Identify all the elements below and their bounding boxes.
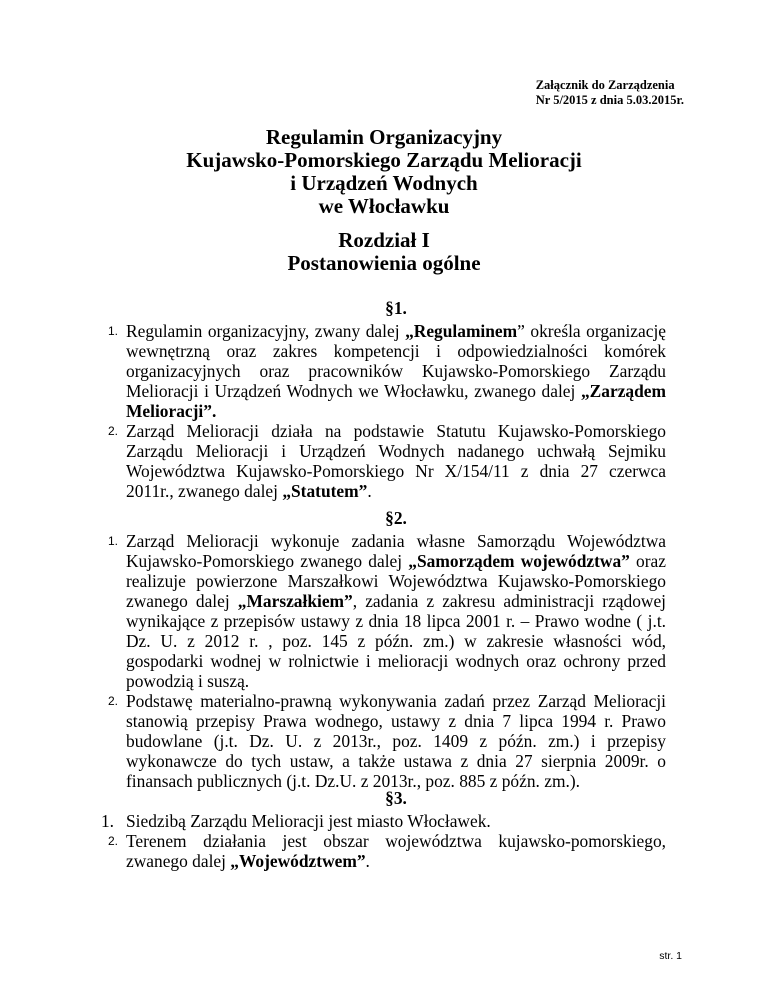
paragraph-item — [107, 691, 666, 791]
paragraph-item — [107, 321, 666, 421]
item-text: . — [365, 851, 370, 871]
item-number: 2. — [107, 834, 118, 848]
item-bold-term: „Marszałkiem” — [237, 591, 353, 611]
item-text: Zarząd Melioracji wykonuje zadania własne Samorządu Województwa Kujawsko-Pomorskiego zwanego dalej — [126, 531, 666, 571]
paragraph-item — [107, 531, 667, 691]
item-text: ” określa organizację wewnętrzną oraz zakres kompetencji i odpowiedzialności komórek organizacyjnych oraz pracowników Kujawsko-Pomorskiego Zarządu Melioracji i Urządzeń Wodnych we Włocławku, zwanego dalej — [126, 321, 666, 401]
title-line-1: Regulamin Organizacyjny — [265, 125, 503, 149]
paragraph-item — [100, 811, 666, 831]
item-number: 1. — [107, 324, 118, 338]
chapter-title: Postanowienia ogólne — [287, 251, 481, 275]
title-line-4: we Włocławku — [318, 194, 450, 218]
section-3 — [100, 788, 666, 871]
chapter-heading — [0, 229, 768, 275]
item-number: 1. — [100, 811, 114, 831]
item-text: Terenem działania jest obszar województwa kujawsko-pomorskiego, zwanego dalej — [126, 831, 666, 871]
page-number: str. 1 — [659, 950, 682, 962]
item-text: Siedzibą Zarządu Melioracji jest miasto Włocławek. — [126, 811, 491, 831]
chapter-number: Rozdział I — [338, 228, 430, 252]
paragraph-item — [107, 421, 666, 501]
item-text: oraz realizuje powierzone Marszałkowi Województwa Kujawsko-Pomorskiego zwanego dalej — [126, 551, 666, 611]
section-title: §3. — [385, 788, 407, 808]
title-line-3: i Urządzeń Wodnych — [290, 171, 478, 195]
item-number: 2. — [107, 424, 118, 438]
item-bold-term: „Zarządem Melioracji”. — [126, 381, 666, 421]
annex-note — [536, 78, 684, 108]
item-number: 1. — [107, 534, 118, 548]
item-text: Zarząd Melioracji działa na podstawie Statutu Kujawsko-Pomorskiego Zarządu Melioracji i Urządzeń Wodnych nadanego uchwałą Sejmiku Województwa Kujawsko-Pomorskiego Nr X/154/11 z dnia 27 czerwca 2011r., zwanego dalej — [126, 421, 666, 501]
item-bold-term: „Samorządem województwa” — [408, 551, 630, 571]
section-2 — [107, 508, 667, 791]
annex-line-2: Nr 5/2015 z dnia 5.03.2015r. — [535, 93, 684, 107]
item-text: , zadania z zakresu administracji rządowej wynikające z przepisów ustawy z dnia 18 lipca 2001 r. – Prawo wodne ( j.t. Dz. U. z 2012 r. , poz. 145 z późn. zm.) w zakresie własności wód, gospodarki wodnej w rolnictwie i melioracji wodnych oraz ochrony przed powodzią i suszą. — [126, 591, 667, 691]
section-title: §1. — [385, 298, 407, 318]
title-line-2: Kujawsko-Pomorskiego Zarządu Melioracji — [186, 148, 582, 172]
document-title — [0, 126, 768, 218]
annex-line-1: Załącznik do Zarządzenia — [535, 78, 675, 92]
item-bold-term: „Statutem” — [282, 481, 368, 501]
item-text: . — [367, 481, 372, 501]
item-text: Regulamin organizacyjny, zwany dalej — [126, 321, 406, 341]
item-bold-term: „Regulaminem — [405, 321, 518, 341]
section-title: §2. — [385, 508, 407, 528]
item-text: Podstawę materialno-prawną wykonywania zadań przez Zarząd Melioracji stanowią przepisy Prawa wodnego, ustawy z dnia 7 lipca 1994 r. Prawo budowlane (j.t. Dz. U. z 2013r., poz. 1409 z późn. zm.) i przepisy wykonawcze do tych ustaw, a także ustawa z dnia 27 sierpnia 2009r. o finansach publicznych (j.t. Dz.U. z 2013r., poz. 885 z późn. zm.). — [126, 691, 666, 791]
section-1 — [107, 298, 666, 501]
item-number: 2. — [107, 694, 118, 708]
item-bold-term: „Województwem” — [230, 851, 366, 871]
paragraph-item — [107, 831, 666, 871]
